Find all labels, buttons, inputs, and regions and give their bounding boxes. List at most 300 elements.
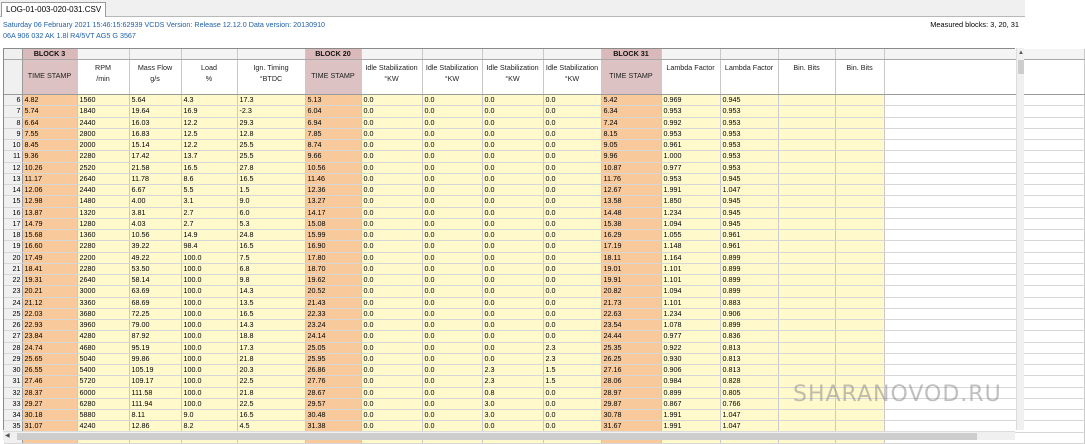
table-cell: 15.99: [305, 230, 361, 241]
table-cell: 2000: [77, 140, 129, 151]
vertical-scroll-thumb[interactable]: [1018, 60, 1024, 74]
table-cell: 10.87: [601, 162, 661, 173]
table-cell: 13.58: [601, 196, 661, 207]
table-cell: 16.90: [305, 241, 361, 252]
column-header[interactable]: [129, 60, 181, 95]
column-header-unit: TIME STAMP: [609, 71, 653, 80]
table-cell: [835, 196, 884, 207]
row-number: 7: [4, 106, 22, 117]
column-header-title: Idle Stabilization: [545, 63, 599, 72]
table-cell: 1.094: [661, 286, 720, 297]
table-cell: 2.7: [181, 218, 237, 229]
table-cell: 5720: [77, 376, 129, 387]
column-header[interactable]: [181, 60, 237, 95]
row-number: 23: [4, 286, 22, 297]
table-cell: 0.953: [661, 173, 720, 184]
table-cell: 5.74: [22, 106, 77, 117]
table-cell: 7.55: [22, 128, 77, 139]
table-cell: 0.0: [543, 308, 601, 319]
table-cell: 0.0: [482, 140, 543, 151]
table-cell: 1.5: [237, 185, 305, 196]
table-cell: 30.78: [601, 410, 661, 421]
table-cell: 2.3: [482, 376, 543, 387]
table-cell: 0.977: [661, 331, 720, 342]
table-cell: 0.0: [543, 230, 601, 241]
table-cell: 1.101: [661, 275, 720, 286]
table-cell: 18.11: [601, 252, 661, 263]
table-cell: 0.0: [543, 387, 601, 398]
table-cell: 0.0: [422, 342, 482, 353]
table-cell: 0.899: [720, 275, 778, 286]
table-cell: 111.94: [129, 398, 181, 409]
table-cell: 0.0: [422, 218, 482, 229]
table-cell: 10.26: [22, 162, 77, 173]
table-cell: 0.953: [720, 140, 778, 151]
column-header-title: Idle Stabilization: [365, 63, 418, 72]
row-number: 32: [4, 387, 22, 398]
table-cell: 24.14: [305, 331, 361, 342]
table-cell: 14.17: [305, 207, 361, 218]
table-cell: 27.16: [601, 365, 661, 376]
table-cell: 27.76: [305, 376, 361, 387]
table-cell: 0.0: [482, 151, 543, 162]
table-cell: [835, 218, 884, 229]
table-cell: [778, 286, 835, 297]
table-cell: [778, 117, 835, 128]
column-header[interactable]: [835, 60, 884, 95]
table-cell: 0.813: [720, 365, 778, 376]
table-cell: 6280: [77, 398, 129, 409]
table-cell: 22.63: [601, 308, 661, 319]
table-cell: 100.0: [181, 286, 237, 297]
table-cell: 0.961: [661, 140, 720, 151]
table-cell: 20.3: [237, 365, 305, 376]
table-cell: 100.0: [181, 263, 237, 274]
table-cell: 0.984: [661, 376, 720, 387]
table-cell: 0.0: [422, 185, 482, 196]
table-cell: 2.3: [543, 353, 601, 364]
table-cell: 0.953: [720, 106, 778, 117]
table-cell: 0.961: [720, 230, 778, 241]
table-cell: 0.0: [543, 263, 601, 274]
column-header[interactable]: [77, 60, 129, 95]
table-cell: 0.0: [361, 140, 422, 151]
table-cell: [778, 252, 835, 263]
table-cell: 105.19: [129, 365, 181, 376]
column-header-title: Load: [201, 63, 217, 72]
table-cell: 100.0: [181, 275, 237, 286]
table-cell: 0.0: [482, 342, 543, 353]
table-cell: 0.0: [361, 95, 422, 106]
table-cell: 0.0: [482, 128, 543, 139]
column-header[interactable]: [601, 60, 661, 95]
table-cell: 0.0: [422, 252, 482, 263]
table-cell: 22.33: [305, 308, 361, 319]
table-row[interactable]: [4, 207, 1084, 218]
table-cell: 28.37: [22, 387, 77, 398]
table-row[interactable]: [4, 331, 1084, 342]
table-cell: 0.945: [720, 207, 778, 218]
table-cell: 1.234: [661, 207, 720, 218]
table-cell: 0.0: [482, 241, 543, 252]
table-cell: 0.0: [543, 252, 601, 263]
table-cell: 0.0: [543, 286, 601, 297]
table-cell: 2.3: [543, 342, 601, 353]
table-cell: 0.0: [422, 263, 482, 274]
table-cell: 8.45: [22, 140, 77, 151]
row-number: 19: [4, 241, 22, 252]
table-cell: 3360: [77, 297, 129, 308]
table-row[interactable]: [4, 95, 1084, 106]
table-row[interactable]: [4, 230, 1084, 241]
table-cell: 0.0: [422, 196, 482, 207]
table-row[interactable]: [4, 252, 1084, 263]
table-row[interactable]: [4, 162, 1084, 173]
table-cell: 1480: [77, 196, 129, 207]
table-cell: 0.828: [720, 376, 778, 387]
table-cell: 0.0: [361, 252, 422, 263]
table-cell: 0.0: [422, 95, 482, 106]
table-cell: 0.945: [720, 196, 778, 207]
table-cell: 9.8: [237, 275, 305, 286]
table-row[interactable]: [4, 365, 1084, 376]
table-cell: 14.79: [22, 218, 77, 229]
table-cell: [778, 128, 835, 139]
table-cell: 11.17: [22, 173, 77, 184]
table-cell: 0.0: [422, 320, 482, 331]
table-row[interactable]: [4, 353, 1084, 364]
table-cell: 16.5: [181, 162, 237, 173]
table-cell: 9.96: [601, 151, 661, 162]
column-header[interactable]: [22, 60, 77, 95]
table-row[interactable]: [4, 140, 1084, 151]
table-cell: 0.0: [482, 286, 543, 297]
table-cell: 16.9: [181, 106, 237, 117]
table-cell: 29.3: [237, 117, 305, 128]
column-header-title: Lambda Factor: [724, 63, 774, 72]
table-cell: 0.0: [422, 275, 482, 286]
table-cell: 0.0: [422, 128, 482, 139]
table-cell: [778, 353, 835, 364]
table-cell: 1.850: [661, 196, 720, 207]
table-cell: 24.8: [237, 230, 305, 241]
row-number: 24: [4, 297, 22, 308]
table-cell: 0.0: [361, 320, 422, 331]
table-cell: 0.961: [720, 241, 778, 252]
table-cell: 16.29: [601, 230, 661, 241]
table-cell: 4.00: [129, 196, 181, 207]
table-cell: 28.06: [601, 376, 661, 387]
table-cell: 0.0: [361, 421, 422, 432]
column-header[interactable]: [661, 60, 720, 95]
table-cell: [778, 410, 835, 421]
row-number: 31: [4, 376, 22, 387]
table-cell: 21.12: [22, 297, 77, 308]
table-cell: 0.0: [482, 207, 543, 218]
table-cell: 0.0: [361, 275, 422, 286]
table-cell: 28.67: [305, 387, 361, 398]
table-cell: [778, 196, 835, 207]
column-header-unit: %: [205, 74, 213, 83]
table-cell: 0.883: [720, 297, 778, 308]
column-header[interactable]: [305, 60, 361, 95]
table-cell: 0.0: [361, 117, 422, 128]
table-cell: 0.0: [482, 275, 543, 286]
block-31-label: BLOCK 31: [601, 49, 661, 60]
table-cell: 26.55: [22, 365, 77, 376]
table-cell: [835, 263, 884, 274]
table-cell: 0.0: [543, 410, 601, 421]
table-row[interactable]: [4, 320, 1084, 331]
table-cell: 1840: [77, 106, 129, 117]
column-header[interactable]: [237, 60, 305, 95]
table-cell: [778, 95, 835, 106]
table-row[interactable]: [4, 410, 1084, 421]
column-header-unit: /min: [96, 74, 110, 83]
table-cell: 0.0: [422, 151, 482, 162]
column-header[interactable]: [361, 60, 422, 95]
table-cell: 0.0: [422, 117, 482, 128]
table-cell: 0.899: [720, 286, 778, 297]
table-row[interactable]: [4, 196, 1084, 207]
row-number: 18: [4, 230, 22, 241]
row-number: 15: [4, 196, 22, 207]
table-cell: 7.85: [305, 128, 361, 139]
table-cell: 1.078: [661, 320, 720, 331]
table-cell: 21.43: [305, 297, 361, 308]
table-cell: 2520: [77, 162, 129, 173]
column-header[interactable]: [422, 60, 482, 95]
table-cell: 1.047: [720, 421, 778, 432]
row-number: 28: [4, 342, 22, 353]
table-cell: 0.0: [361, 376, 422, 387]
column-header[interactable]: [778, 60, 835, 95]
table-cell: 2.7: [181, 207, 237, 218]
table-row[interactable]: [4, 297, 1084, 308]
table-cell: 3000: [77, 286, 129, 297]
table-cell: 0.0: [482, 421, 543, 432]
table-cell: 0.0: [482, 196, 543, 207]
table-cell: 1560: [77, 95, 129, 106]
table-cell: 22.5: [237, 398, 305, 409]
table-cell: 9.05: [601, 140, 661, 151]
table-row[interactable]: [4, 218, 1084, 229]
table-cell: 0.945: [720, 173, 778, 184]
table-cell: 11.46: [305, 173, 361, 184]
column-header-unit: °KW: [384, 74, 399, 83]
table-cell: 0.0: [422, 241, 482, 252]
table-cell: 0.0: [422, 230, 482, 241]
table-cell: 0.0: [422, 162, 482, 173]
session-info: Saturday 06 February 2021 15:46:15:62939 VCDS Version: Release 12.12.0 Data version: 20130910: [3, 20, 326, 29]
table-cell: 0.0: [361, 185, 422, 196]
row-number: 6: [4, 95, 22, 106]
row-number: 20: [4, 252, 22, 263]
table-cell: 19.01: [601, 263, 661, 274]
table-cell: 0.0: [543, 275, 601, 286]
column-header[interactable]: [543, 60, 601, 95]
table-cell: 0.0: [482, 297, 543, 308]
table-cell: 6.04: [305, 106, 361, 117]
table-cell: 0.0: [482, 308, 543, 319]
table-cell: 1.991: [661, 421, 720, 432]
table-row[interactable]: [4, 286, 1084, 297]
table-cell: 12.2: [181, 140, 237, 151]
table-cell: 5.3: [237, 218, 305, 229]
table-row[interactable]: [4, 173, 1084, 184]
table-row[interactable]: [4, 151, 1084, 162]
column-header-unit: °KW: [444, 74, 460, 83]
table-row[interactable]: [4, 185, 1084, 196]
scroll-left-icon[interactable]: ◀: [5, 433, 10, 439]
table-cell: 0.0: [482, 353, 543, 364]
table-cell: 0.899: [661, 387, 720, 398]
table-cell: 100.0: [181, 297, 237, 308]
table-cell: 0.0: [482, 162, 543, 173]
table-cell: 12.06: [22, 185, 77, 196]
table-cell: 0.906: [720, 308, 778, 319]
table-cell: 25.95: [305, 353, 361, 364]
table-cell: 1320: [77, 207, 129, 218]
table-row[interactable]: [4, 106, 1084, 117]
table-cell: 0.0: [361, 207, 422, 218]
table-cell: 31.67: [601, 421, 661, 432]
table-cell: 13.27: [305, 196, 361, 207]
horizontal-scroll-thumb[interactable]: [17, 433, 977, 440]
column-header[interactable]: [720, 60, 778, 95]
table-cell: 0.0: [543, 106, 601, 117]
table-row[interactable]: [4, 117, 1084, 128]
table-cell: 0.0: [422, 308, 482, 319]
table-cell: 1.5: [543, 365, 601, 376]
table-cell: 0.0: [482, 331, 543, 342]
table-cell: [778, 342, 835, 353]
table-cell: 2440: [77, 185, 129, 196]
table-cell: 100.0: [181, 365, 237, 376]
table-cell: 0.0: [422, 286, 482, 297]
table-cell: 22.5: [237, 376, 305, 387]
table-cell: 16.5: [237, 173, 305, 184]
column-header-unit: TIME STAMP: [311, 71, 355, 80]
table-cell: 0.0: [543, 95, 601, 106]
table-cell: 17.49: [22, 252, 77, 263]
table-cell: 31.38: [305, 421, 361, 432]
row-number: 35: [4, 421, 22, 432]
table-row[interactable]: [4, 128, 1084, 139]
table-row[interactable]: [4, 308, 1084, 319]
table-cell: [835, 331, 884, 342]
scroll-up-icon[interactable]: ▲: [1018, 50, 1024, 56]
table-cell: 9.66: [305, 151, 361, 162]
table-cell: 0.0: [422, 376, 482, 387]
table-cell: 0.0: [543, 331, 601, 342]
table-cell: 0.0: [361, 218, 422, 229]
table-cell: 4.5: [237, 421, 305, 432]
table-cell: 11.76: [601, 173, 661, 184]
table-cell: 16.5: [237, 410, 305, 421]
table-cell: 0.0: [361, 162, 422, 173]
table-row[interactable]: [4, 263, 1084, 274]
table-cell: 14.48: [601, 207, 661, 218]
table-cell: [778, 365, 835, 376]
table-cell: 5.64: [129, 95, 181, 106]
table-cell: 0.0: [361, 342, 422, 353]
table-row[interactable]: [4, 241, 1084, 252]
table-cell: 5.5: [181, 185, 237, 196]
table-cell: 1.101: [661, 263, 720, 274]
table-cell: 2280: [77, 241, 129, 252]
table-row[interactable]: [4, 342, 1084, 353]
table-cell: 24.74: [22, 342, 77, 353]
tab-label: LOG-01-003-020-031.CSV: [6, 5, 102, 14]
table-cell: [835, 128, 884, 139]
table-cell: 0.953: [720, 117, 778, 128]
block-3-label: BLOCK 3: [22, 49, 77, 60]
table-cell: 18.41: [22, 263, 77, 274]
vertical-scrollbar[interactable]: [1016, 48, 1024, 430]
row-number: 14: [4, 185, 22, 196]
table-cell: [778, 218, 835, 229]
table-row[interactable]: [4, 275, 1084, 286]
table-cell: [835, 230, 884, 241]
table-cell: [778, 185, 835, 196]
row-number: 8: [4, 117, 22, 128]
table-cell: [778, 230, 835, 241]
table-cell: 23.84: [22, 331, 77, 342]
table-cell: 19.62: [305, 275, 361, 286]
table-cell: 27.46: [22, 376, 77, 387]
table-cell: 0.953: [661, 106, 720, 117]
row-number: 13: [4, 173, 22, 184]
row-number: 21: [4, 263, 22, 274]
table-cell: 0.906: [661, 365, 720, 376]
table-cell: 0.899: [720, 263, 778, 274]
table-cell: 17.19: [601, 241, 661, 252]
table-cell: 5400: [77, 365, 129, 376]
table-cell: 2.3: [482, 365, 543, 376]
tab-file[interactable]: [1, 2, 106, 17]
column-header[interactable]: [482, 60, 543, 95]
table-cell: 5.13: [305, 95, 361, 106]
table-cell: 0.0: [543, 207, 601, 218]
table-cell: 0.922: [661, 342, 720, 353]
table-cell: 9.36: [22, 151, 77, 162]
table-cell: 13.5: [237, 297, 305, 308]
table-cell: 1360: [77, 230, 129, 241]
tab-bar: [0, 0, 1025, 17]
table-cell: [835, 151, 884, 162]
table-cell: 0.805: [720, 387, 778, 398]
table-cell: 0.0: [361, 387, 422, 398]
table-cell: 13.87: [22, 207, 77, 218]
table-cell: 0.0: [543, 196, 601, 207]
table-cell: 3680: [77, 308, 129, 319]
table-cell: 12.2: [181, 117, 237, 128]
table-cell: 17.3: [237, 342, 305, 353]
table-cell: 4280: [77, 331, 129, 342]
measured-blocks: Measured blocks: 3, 20, 31: [930, 20, 1019, 29]
table-cell: -2.3: [237, 106, 305, 117]
table-cell: 0.0: [543, 162, 601, 173]
table-cell: [778, 331, 835, 342]
column-header-unit: °BTDC: [259, 74, 283, 83]
table-cell: 12.36: [305, 185, 361, 196]
table-cell: 10.56: [305, 162, 361, 173]
table-cell: [778, 162, 835, 173]
horizontal-scrollbar[interactable]: [3, 431, 1015, 440]
table-cell: 0.0: [482, 263, 543, 274]
table-cell: 0.0: [482, 117, 543, 128]
